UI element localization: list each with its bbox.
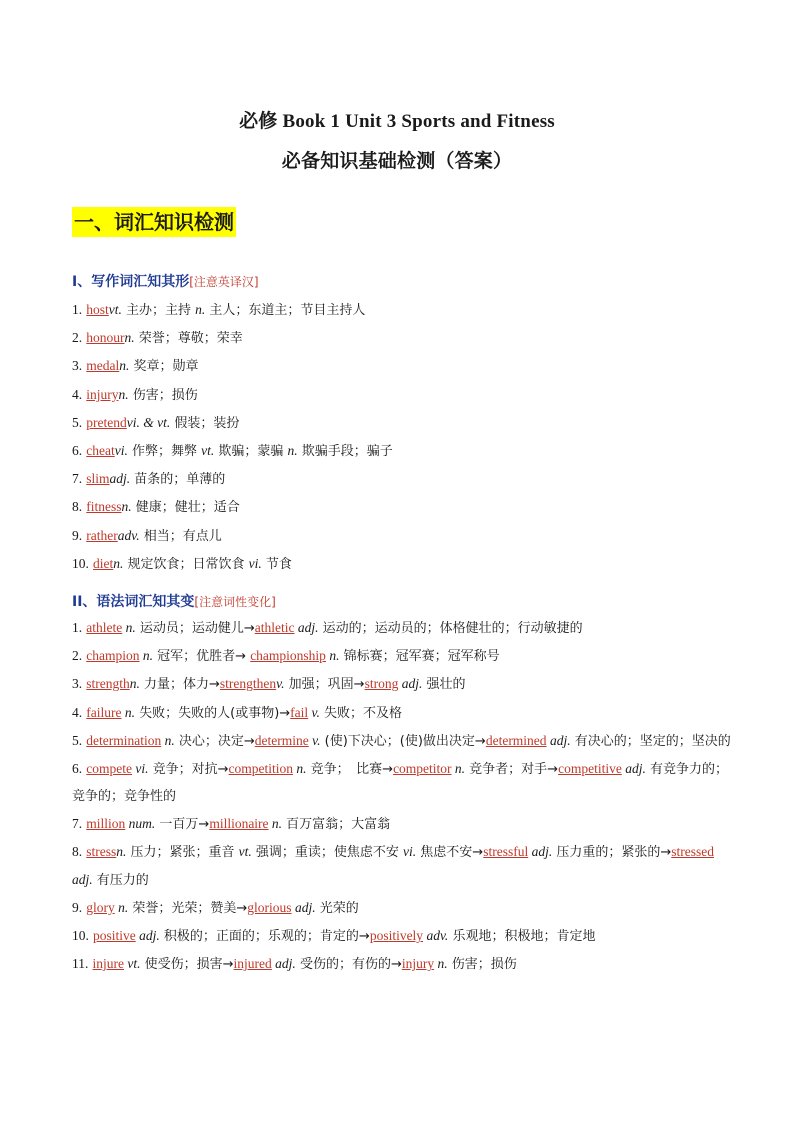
item-number: 9.	[72, 900, 83, 916]
definition: 一百万→	[155, 816, 210, 832]
page-subtitle: 必备知识基础检测（答案）	[281, 151, 513, 172]
answer-word: determine	[254, 732, 309, 748]
answer-word: injured	[233, 956, 272, 972]
answer-word: failure	[86, 704, 122, 720]
part-of-speech: vi.	[403, 844, 417, 860]
part-of-speech: n.	[122, 620, 136, 635]
answer-word: fail	[290, 704, 309, 720]
part-of-speech: n.	[121, 499, 132, 515]
answer-word: strengthen	[219, 676, 277, 692]
item-number: 6.	[72, 760, 83, 776]
answer-word: injure	[92, 956, 125, 972]
part-of-speech: n.	[116, 844, 127, 860]
word-family-item	[72, 950, 732, 978]
part-of-speech: vi. & vt.	[126, 414, 171, 430]
definition: 积极的；正面的；乐观的；肯定的→	[159, 929, 370, 945]
vocab-item	[72, 522, 732, 550]
definition: 运动的；运动员的；体格健壮的；行动敏捷的	[318, 621, 583, 636]
definition: 伤害；损伤	[128, 387, 198, 403]
item-number: 2.	[72, 330, 83, 346]
definition: 失败；不及格	[319, 705, 403, 721]
answer-word: host	[86, 302, 109, 317]
item-number: 7.	[72, 471, 83, 487]
answer-word: honour	[86, 330, 125, 346]
part1-heading-text: I、写作词汇知其形	[72, 274, 190, 290]
answer-word: slim	[86, 471, 110, 487]
item-number: 8.	[72, 499, 83, 515]
vocab-item	[72, 493, 732, 521]
part-of-speech: adv.	[117, 527, 140, 543]
part-of-speech: vi.	[114, 443, 128, 459]
word-family-item	[72, 642, 732, 670]
answer-word: athlete	[86, 620, 123, 635]
answer-word: stressed	[671, 844, 714, 860]
definition: 主人；东道主；节目主持人	[205, 303, 366, 318]
part-of-speech: n.	[114, 900, 129, 916]
part-of-speech: n.	[287, 443, 298, 459]
vocab-item	[72, 550, 732, 578]
item-number: 1.	[72, 620, 83, 635]
word-family-item	[72, 727, 732, 755]
word-family-item	[72, 810, 732, 838]
part-of-speech: n.	[268, 815, 283, 831]
definition: 欺骗；蒙骗	[214, 444, 288, 460]
answer-word: strength	[86, 676, 130, 692]
part2-note: [注意词性变化]	[194, 595, 276, 609]
word-family-item	[72, 670, 732, 698]
answer-word: positive	[93, 928, 136, 944]
part-of-speech: adj.	[294, 620, 319, 635]
definition: 奖章；勋章	[129, 359, 199, 375]
definition: 受伤的；有伤的→	[295, 957, 402, 973]
definition: 有压力的	[92, 873, 149, 889]
definition: 决心；决定→	[174, 733, 255, 749]
definition: 加强；巩固→	[284, 677, 365, 693]
definition: 伤害；损伤	[447, 957, 517, 973]
part-of-speech: adj.	[528, 844, 553, 860]
part-of-speech: adj.	[271, 956, 296, 972]
part-of-speech: adj.	[109, 471, 131, 487]
part-of-speech: adj.	[72, 872, 93, 888]
vocab-item	[72, 381, 732, 409]
item-number: 10.	[72, 928, 89, 944]
answer-word: compete	[86, 760, 132, 776]
word-family-item	[72, 922, 732, 950]
part1-list	[72, 296, 732, 578]
item-number: 4.	[72, 386, 83, 402]
part-of-speech: num.	[125, 815, 156, 831]
item-number: 2.	[72, 648, 83, 664]
part1-heading	[72, 271, 259, 291]
part-of-speech: vi.	[248, 555, 262, 571]
definition: 焦虑不安→	[416, 845, 484, 861]
word-family-item	[72, 838, 732, 894]
definition: 有竞争力的；竞争的；竞争性的	[72, 761, 728, 804]
definition: (使)下决心；(使)做出决定→	[320, 733, 486, 749]
part-of-speech: adj.	[291, 900, 316, 916]
item-number: 5.	[72, 732, 83, 748]
definition: 冠军；优胜者→	[153, 649, 251, 665]
part-of-speech: adj.	[135, 928, 160, 944]
definition: 假装；装扮	[170, 415, 240, 431]
word-family-item	[72, 894, 732, 922]
definition: 压力；紧张；重音	[126, 845, 239, 861]
part-of-speech: v.	[276, 676, 285, 692]
part2-heading	[72, 591, 276, 611]
page-title: 必修 Book 1 Unit 3 Sports and Fitness	[239, 111, 555, 132]
part-of-speech: n.	[195, 302, 206, 317]
part-of-speech: adj.	[621, 760, 646, 776]
part-of-speech: n.	[124, 330, 135, 346]
definition: 光荣的	[315, 901, 359, 917]
definition: 强壮的	[422, 677, 466, 693]
vocab-item	[72, 352, 732, 380]
definition: 有决心的；坚定的；坚决的	[570, 733, 731, 749]
definition: 主办；主持	[121, 303, 196, 318]
part-of-speech: n.	[161, 732, 175, 748]
item-number: 10.	[72, 555, 89, 571]
answer-word: competitive	[558, 760, 622, 776]
definition: 百万富翁；大富翁	[282, 816, 391, 832]
definition: 强调；重读；使焦虑不安	[251, 845, 404, 861]
answer-word: injury	[401, 956, 435, 972]
answer-word: competition	[228, 760, 294, 776]
part-of-speech: vt.	[201, 443, 215, 459]
answer-word: positively	[369, 928, 424, 944]
part2-heading-text: II、语法词汇知其变	[72, 594, 195, 610]
item-number: 3.	[72, 358, 83, 374]
definition: 相当；有点儿	[139, 528, 222, 544]
part-of-speech: adj.	[546, 732, 571, 748]
part-of-speech: n.	[118, 386, 129, 402]
answer-word: determined	[485, 732, 547, 748]
definition: 欺骗手段；骗子	[297, 444, 393, 460]
definition: 竞争者；对手→	[465, 761, 559, 777]
vocab-item	[72, 409, 732, 437]
definition: 作弊；舞弊	[127, 444, 202, 460]
part-of-speech: n.	[119, 358, 130, 374]
definition: 节食	[261, 556, 292, 572]
answer-word: million	[86, 815, 126, 831]
part-of-speech: vt.	[124, 956, 141, 972]
definition: 使受伤；损害→	[140, 957, 234, 973]
part-of-speech: n.	[139, 648, 154, 664]
item-number: 7.	[72, 815, 83, 831]
answer-word: pretend	[86, 414, 127, 430]
part-of-speech: v.	[308, 704, 320, 720]
answer-word: glorious	[247, 900, 292, 916]
part-of-speech: n.	[451, 760, 466, 776]
definition: 压力重的；紧张的→	[552, 845, 672, 861]
answer-word: stressful	[483, 844, 529, 860]
item-number: 11.	[72, 956, 89, 972]
answer-word: strong	[364, 676, 399, 692]
answer-word: rather	[86, 527, 118, 543]
part2-list	[72, 614, 732, 979]
part-of-speech: n.	[113, 555, 124, 571]
item-number: 5.	[72, 414, 83, 430]
definition: 健康；健壮；适合	[131, 500, 240, 516]
item-number: 1.	[72, 302, 83, 317]
answer-word: cheat	[86, 443, 115, 459]
part-of-speech: v.	[308, 732, 321, 748]
part-of-speech: n.	[293, 760, 307, 776]
answer-word: competitor	[393, 760, 452, 776]
answer-word: determination	[86, 732, 162, 748]
word-family-item	[72, 755, 732, 810]
vocab-item	[72, 296, 732, 324]
item-number: 9.	[72, 527, 83, 543]
part-of-speech: n.	[129, 676, 140, 692]
answer-word: glory	[86, 900, 115, 916]
part-of-speech: adj.	[398, 676, 423, 692]
part-of-speech: n.	[325, 648, 340, 664]
answer-word: champion	[86, 648, 140, 664]
part1-note: [注意英译汉]	[189, 275, 259, 289]
item-number: 6.	[72, 443, 83, 459]
definition: 竞争；对抗→	[148, 761, 229, 777]
word-family-item	[72, 614, 732, 642]
part-of-speech: vt.	[108, 302, 122, 317]
answer-word: athletic	[254, 620, 295, 635]
part-of-speech: adv.	[423, 928, 449, 944]
part-of-speech: n.	[434, 956, 448, 972]
part-of-speech: vt.	[238, 844, 252, 860]
answer-word: millionaire	[209, 815, 269, 831]
definition: 失败；失败的人(或事物)→	[135, 705, 291, 721]
item-number: 4.	[72, 704, 83, 720]
definition: 锦标赛；冠军赛；冠军称号	[339, 649, 500, 665]
definition: 荣誉；尊敬；荣幸	[134, 331, 243, 347]
answer-word: injury	[86, 386, 119, 402]
answer-word: fitness	[86, 499, 122, 515]
answer-word: stress	[86, 844, 117, 860]
part-of-speech: n.	[121, 704, 135, 720]
section-heading-vocabulary: 一、词汇知识检测	[72, 207, 236, 237]
vocab-item	[72, 437, 732, 465]
definition: 力量；体力→	[139, 677, 220, 693]
definition: 乐观地；积极地；肯定地	[448, 929, 596, 945]
vocab-item	[72, 324, 732, 352]
item-number: 3.	[72, 676, 83, 692]
answer-word: medal	[86, 358, 120, 374]
definition: 运动员；运动健儿→	[135, 621, 255, 636]
definition: 荣誉；光荣；赞美→	[128, 901, 248, 917]
answer-word: championship	[250, 648, 326, 664]
answer-word: diet	[93, 555, 114, 571]
item-number: 8.	[72, 844, 83, 860]
word-family-item	[72, 699, 732, 727]
definition: 竞争； 比赛→	[306, 761, 394, 777]
part-of-speech: vi.	[132, 760, 149, 776]
definition: 苗条的；单薄的	[130, 472, 226, 488]
vocab-item	[72, 465, 732, 493]
definition: 规定饮食；日常饮食	[123, 556, 249, 572]
